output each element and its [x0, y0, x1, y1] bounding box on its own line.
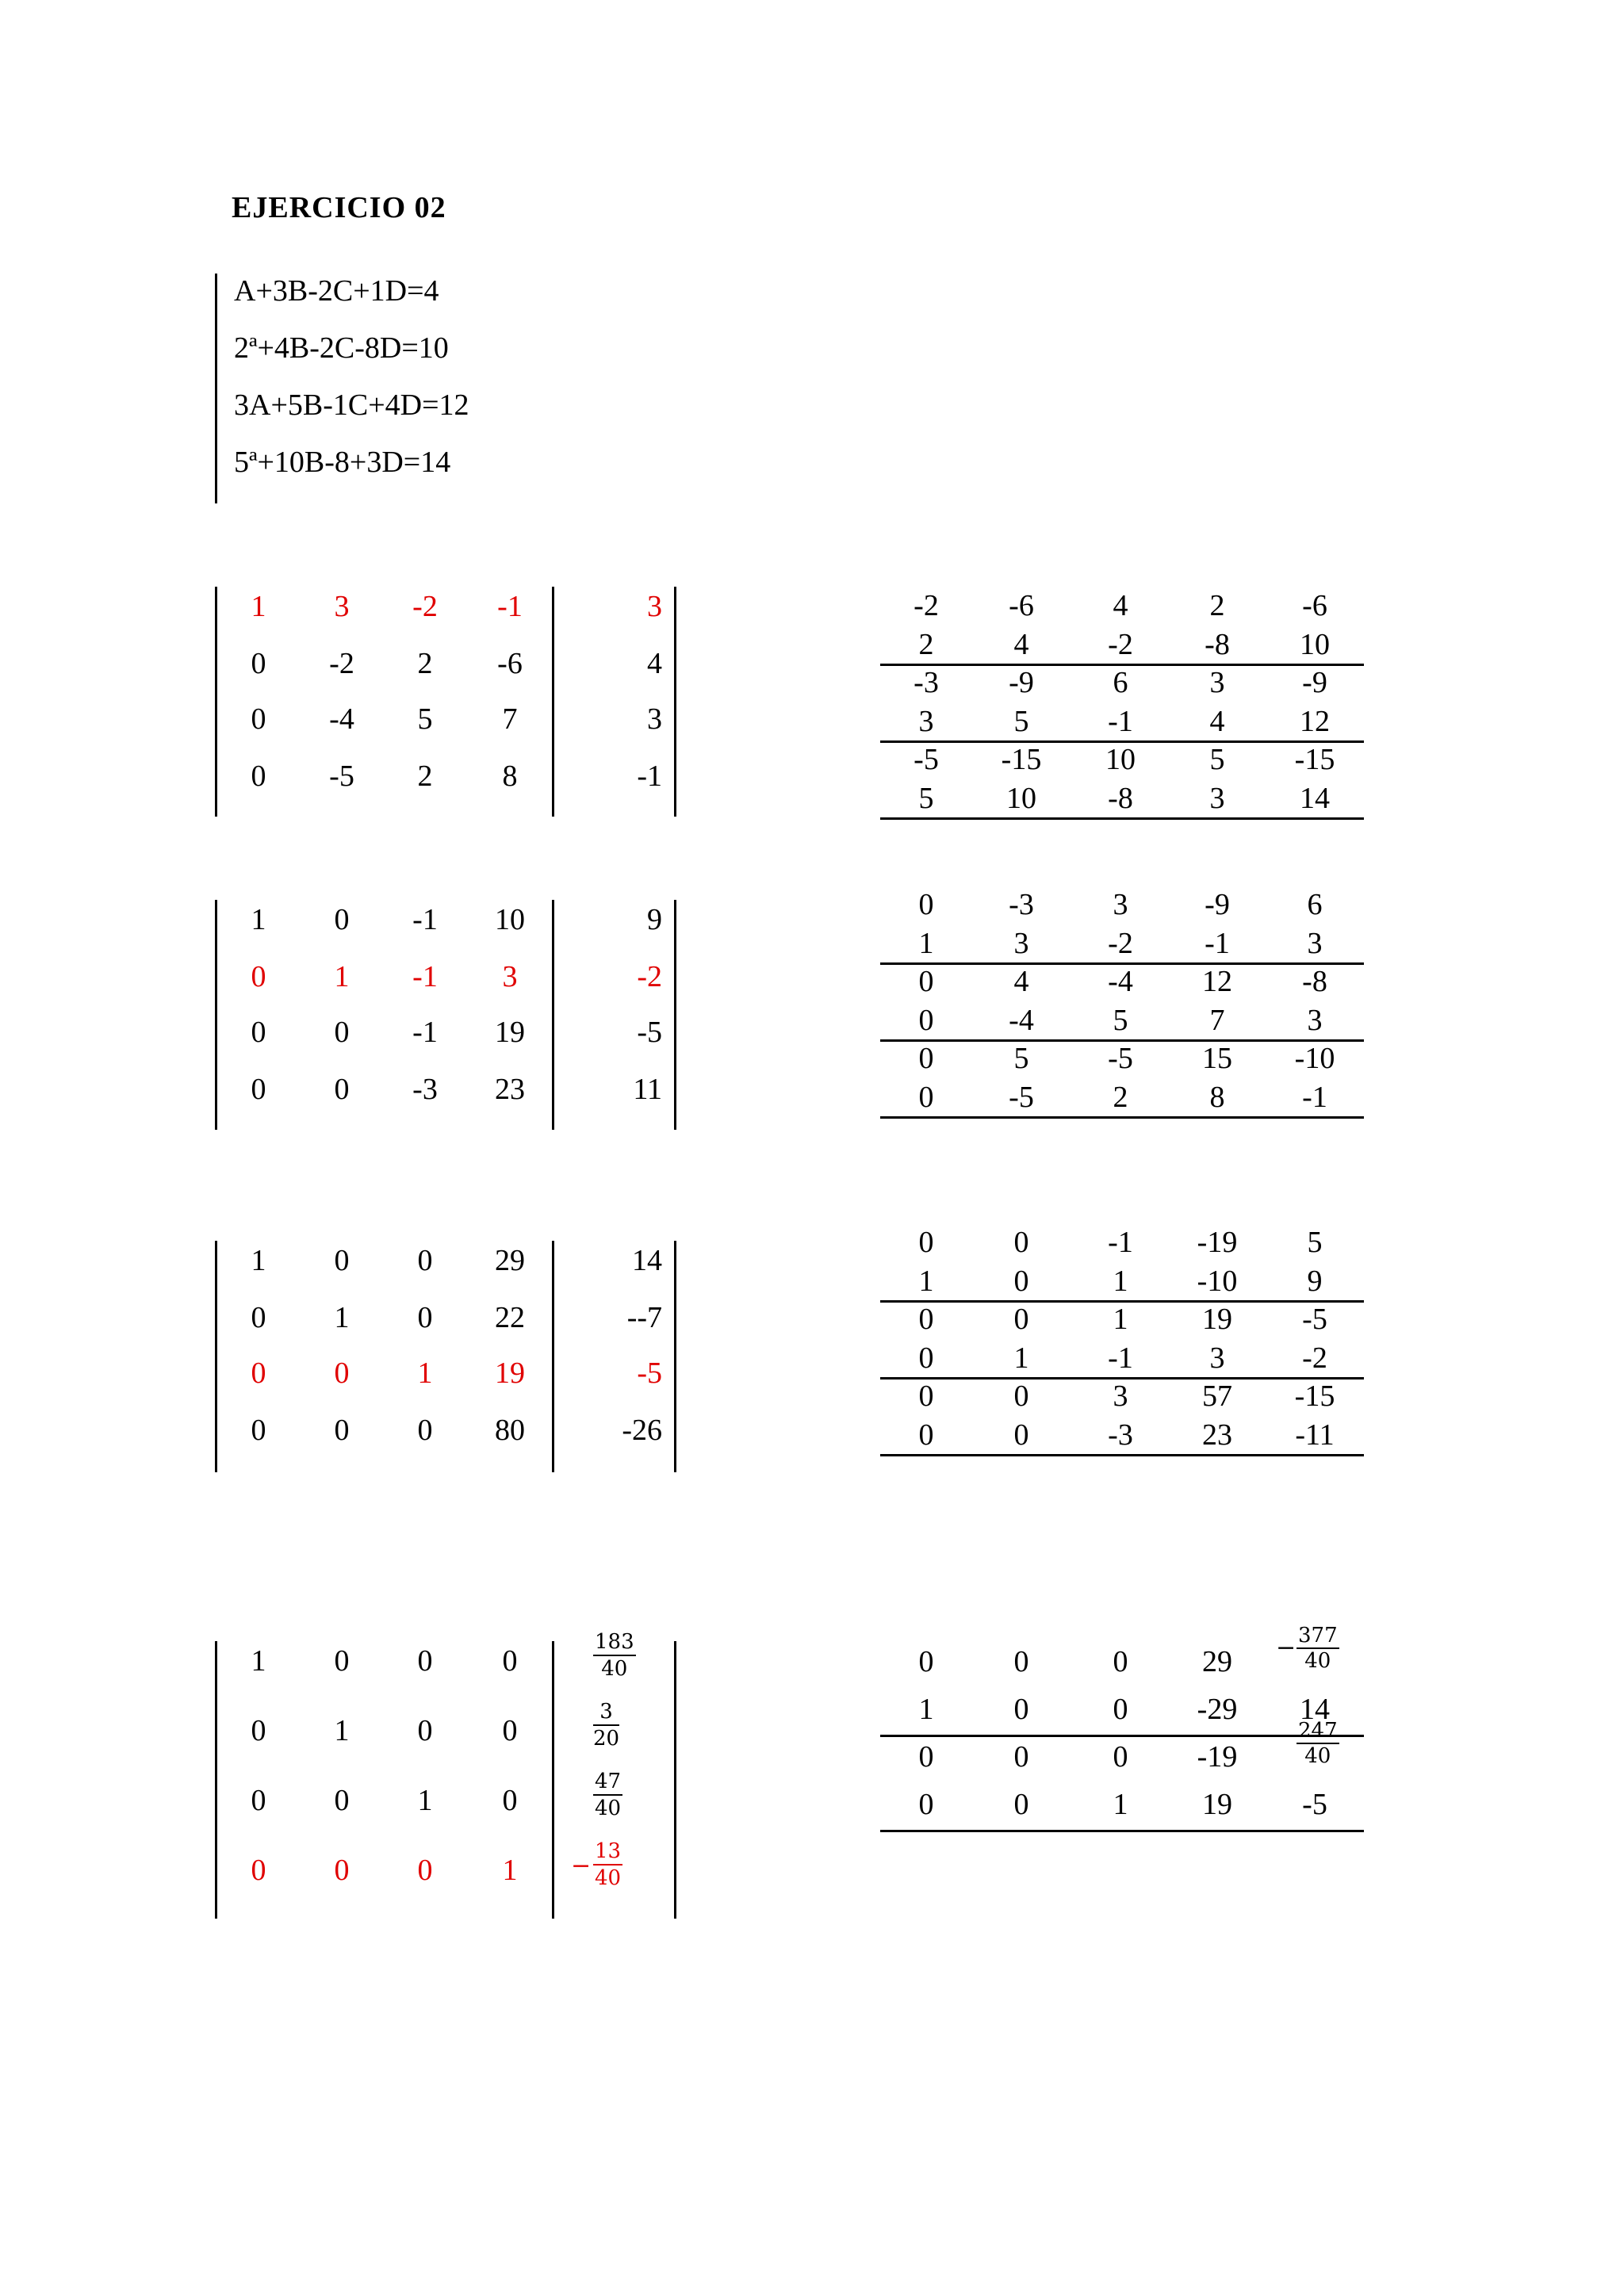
matrix-bracket-line: [674, 1641, 676, 1919]
augmented-matrix-4: [215, 1630, 676, 1919]
operation-cell: 4: [1209, 704, 1225, 738]
equation-2: 2ª+4B-2C-8D=10: [234, 331, 449, 365]
operation-cell: 0: [1013, 1788, 1029, 1821]
matrix-bracket-line: [674, 1241, 676, 1472]
matrix-rhs-value: --7: [626, 1301, 662, 1334]
matrix-bracket-line: [215, 1641, 217, 1919]
operation-cell: 0: [1113, 1645, 1128, 1678]
operation-cell: 4: [1013, 965, 1029, 998]
operation-row: [880, 1339, 1364, 1377]
operation-cell: 3: [1113, 888, 1128, 921]
matrix-cell: -1: [412, 903, 438, 936]
operation-cell: 3: [1113, 1380, 1128, 1413]
operation-cell: -1: [1108, 1226, 1133, 1259]
matrix-cell: 80: [495, 1414, 525, 1447]
operation-divider-line: [880, 1830, 1364, 1832]
matrix-cell: 1: [251, 1244, 266, 1277]
matrix-cell: -4: [329, 702, 354, 736]
matrix-bracket-line: [552, 1641, 554, 1919]
operation-cell: 7: [1209, 1003, 1225, 1037]
operation-cell: -3: [914, 666, 939, 699]
operation-cell: -1: [1108, 704, 1133, 738]
operation-cell: 1: [918, 1264, 934, 1298]
operation-cell: 15: [1202, 1042, 1232, 1075]
operation-cell: -5: [914, 743, 939, 776]
operation-cell: -2: [1302, 1341, 1327, 1375]
operation-cell: 4: [1013, 627, 1029, 661]
operation-cell: 0: [918, 1341, 934, 1375]
operation-cell: -2: [914, 589, 939, 622]
operation-cell: 0: [1013, 1264, 1029, 1298]
operation-cell: -6: [1009, 589, 1034, 622]
matrix-rhs-fraction: [593, 1701, 619, 1749]
fraction-denominator: 40: [1304, 1649, 1331, 1673]
matrix-bracket-line: [215, 587, 217, 817]
matrix-cell: 1: [251, 590, 266, 623]
matrix-cell: -1: [412, 960, 438, 993]
matrix-cell: 0: [334, 1016, 350, 1049]
operation-cell: 6: [1307, 888, 1323, 921]
operation-cell: 0: [1113, 1693, 1128, 1726]
minus-sign: −: [571, 1852, 592, 1880]
operation-cell: 1: [1013, 1341, 1029, 1375]
equation-4: 5ª+10B-8+3D=14: [234, 446, 451, 479]
row-operations-3: [880, 1223, 1364, 1459]
operation-cell: -8: [1205, 627, 1230, 661]
operation-cell: 5: [1013, 1042, 1029, 1075]
operation-fraction: [1297, 1720, 1339, 1766]
operation-cell: 14: [1300, 781, 1330, 815]
matrix-cell: 0: [334, 1357, 350, 1390]
matrix-rhs-value: 3: [647, 702, 662, 736]
operation-row: [880, 886, 1364, 924]
operation-cell: 29: [1202, 1645, 1232, 1678]
fraction-numerator: 13: [593, 1841, 622, 1866]
matrix-cell: 0: [334, 903, 350, 936]
matrix-cell: 3: [334, 590, 350, 623]
operation-cell: -5: [1302, 1788, 1327, 1821]
operation-cell: 3: [918, 704, 934, 738]
operation-cell: 3: [1209, 781, 1225, 815]
matrix-cell: 1: [251, 1644, 266, 1678]
operation-row: [880, 924, 1364, 962]
operation-cell: 3: [1307, 1003, 1323, 1037]
operation-cell: 2: [1209, 589, 1225, 622]
matrix-cell: 0: [502, 1784, 518, 1817]
operation-cell: -9: [1009, 666, 1034, 699]
operation-cell: 19: [1202, 1788, 1232, 1821]
fraction-denominator: 40: [595, 1797, 622, 1820]
operation-row: [880, 1785, 1364, 1823]
operation-cell: 0: [918, 1380, 934, 1413]
matrix-bracket-line: [674, 900, 676, 1130]
matrix-bracket-line: [552, 587, 554, 817]
matrix-cell: -3: [412, 1073, 438, 1106]
matrix-cell: 0: [251, 1784, 266, 1817]
operation-cell: -19: [1197, 1226, 1238, 1259]
matrix-cell: 1: [417, 1784, 433, 1817]
operation-cell: -8: [1108, 781, 1133, 815]
operation-cell: 0: [1013, 1226, 1029, 1259]
operation-cell: -3: [1009, 888, 1034, 921]
matrix-cell: 5: [417, 702, 433, 736]
operation-cell: 23: [1202, 1418, 1232, 1452]
operation-cell: 10: [1105, 743, 1136, 776]
matrix-rhs-fraction: [593, 1771, 622, 1819]
operation-cell: 5: [1113, 1003, 1128, 1037]
fraction-numerator: 183: [593, 1632, 636, 1656]
matrix-cell: 2: [417, 760, 433, 793]
matrix-cell: -6: [497, 647, 523, 680]
operation-cell: -9: [1205, 888, 1230, 921]
operation-cell: 0: [918, 1003, 934, 1037]
operation-cell: 5: [1307, 1226, 1323, 1259]
operation-cell: 9: [1307, 1264, 1323, 1298]
operation-row: [880, 1078, 1364, 1116]
minus-sign: −: [1276, 1634, 1297, 1662]
augmented-matrix-1: [215, 587, 676, 817]
fraction-denominator: 20: [593, 1727, 620, 1751]
operation-divider-line: [880, 817, 1364, 820]
fraction-numerator: 247: [1298, 1719, 1338, 1743]
operation-cell: 6: [1113, 666, 1128, 699]
fraction-denominator: 40: [601, 1657, 628, 1681]
operation-row: [880, 779, 1364, 817]
matrix-cell: 0: [251, 760, 266, 793]
matrix-cell: 0: [334, 1784, 350, 1817]
operation-row: [880, 1690, 1364, 1728]
operation-cell: 3: [1307, 926, 1323, 960]
operation-divider-line: [880, 1116, 1364, 1119]
matrix-rhs-value: -5: [637, 1357, 662, 1390]
operation-cell: -2: [1108, 627, 1133, 661]
matrix-cell: 1: [334, 960, 350, 993]
operation-cell: -2: [1108, 926, 1133, 960]
matrix-cell: 0: [417, 1714, 433, 1747]
matrix-cell: 0: [334, 1244, 350, 1277]
operation-cell: 1: [918, 1693, 934, 1726]
matrix-rhs-value: 11: [633, 1073, 662, 1106]
operation-cell: 0: [1013, 1418, 1029, 1452]
operation-cell: 0: [918, 1226, 934, 1259]
fraction-numerator: 3: [593, 1701, 619, 1726]
operation-cell: -29: [1197, 1693, 1238, 1726]
operation-cell: 3: [1013, 926, 1029, 960]
operation-cell: -10: [1197, 1264, 1238, 1298]
matrix-bracket-line: [674, 587, 676, 817]
matrix-rhs-fraction: [571, 1839, 622, 1890]
matrix-cell: 19: [495, 1357, 525, 1390]
operation-cell: -1: [1108, 1341, 1133, 1375]
matrix-bracket-line: [552, 900, 554, 1130]
operation-cell: 0: [918, 1080, 934, 1114]
operation-cell: 0: [1013, 1693, 1029, 1726]
matrix-cell: 1: [251, 903, 266, 936]
operation-row: [880, 1001, 1364, 1039]
row-operations-1: [880, 587, 1364, 822]
operation-cell: 3: [1209, 666, 1225, 699]
operation-cell: 1: [1113, 1264, 1128, 1298]
fraction-denominator: 40: [1304, 1744, 1331, 1768]
operation-cell: -9: [1302, 666, 1327, 699]
operation-cell: 0: [918, 1418, 934, 1452]
operation-cell: -1: [1302, 1080, 1327, 1114]
matrix-cell: 22: [495, 1301, 525, 1334]
matrix-cell: 19: [495, 1016, 525, 1049]
operation-cell: -3: [1108, 1418, 1133, 1452]
operation-cell: 5: [1209, 743, 1225, 776]
operation-row: [880, 1377, 1364, 1415]
matrix-bracket-line: [215, 900, 217, 1130]
matrix-cell: 1: [417, 1357, 433, 1390]
operation-row: [880, 664, 1364, 702]
exercise-title: EJERCICIO 02: [232, 191, 446, 224]
operation-cell: 0: [918, 1645, 934, 1678]
operation-cell: 1: [1113, 1788, 1128, 1821]
operation-cell: 0: [1013, 1303, 1029, 1336]
matrix-rhs-value: 3: [647, 590, 662, 623]
operation-cell: 4: [1113, 589, 1128, 622]
matrix-cell: 0: [417, 1301, 433, 1334]
operation-cell: -19: [1197, 1740, 1238, 1774]
matrix-cell: 0: [417, 1644, 433, 1678]
operation-cell: 14: [1300, 1693, 1330, 1726]
matrix-cell: 8: [502, 760, 518, 793]
operation-cell: -10: [1294, 1042, 1335, 1075]
operation-cell: 1: [1113, 1303, 1128, 1336]
matrix-cell: 0: [251, 1016, 266, 1049]
matrix-cell: 0: [334, 1644, 350, 1678]
operation-cell: 0: [918, 965, 934, 998]
operation-cell: 2: [1113, 1080, 1128, 1114]
matrix-cell: 0: [251, 647, 266, 680]
matrix-rhs-value: -2: [637, 960, 662, 993]
fraction-numerator: 47: [593, 1771, 622, 1796]
operation-cell: 0: [918, 1042, 934, 1075]
equation-system: [215, 274, 503, 503]
equation-3: 3A+5B-1C+4D=12: [234, 388, 469, 422]
fraction-numerator: 377: [1298, 1624, 1338, 1647]
matrix-cell: 0: [334, 1414, 350, 1447]
operation-divider-line: [880, 1454, 1364, 1456]
matrix-cell: 0: [251, 1301, 266, 1334]
operation-cell: 0: [1013, 1380, 1029, 1413]
row-operations-2: [880, 886, 1364, 1121]
operation-cell: 1: [918, 926, 934, 960]
matrix-cell: 2: [417, 647, 433, 680]
equation-1: A+3B-2C+1D=4: [234, 274, 439, 308]
operation-cell: -1: [1205, 926, 1230, 960]
matrix-cell: 1: [334, 1301, 350, 1334]
operation-row: [880, 1039, 1364, 1077]
row-operations-4: [880, 1624, 1364, 1833]
operation-cell: 0: [1113, 1740, 1128, 1774]
matrix-bracket-line: [215, 1241, 217, 1472]
operation-cell: 10: [1006, 781, 1036, 815]
operation-cell: 0: [1013, 1645, 1029, 1678]
matrix-rhs-value: 4: [647, 647, 662, 680]
operation-row: [880, 1262, 1364, 1300]
operation-cell: 12: [1300, 704, 1330, 738]
operation-cell: 3: [1209, 1341, 1225, 1375]
matrix-rhs-value: 14: [632, 1244, 662, 1277]
matrix-cell: 0: [417, 1414, 433, 1447]
operation-row: [880, 626, 1364, 664]
operation-cell: 57: [1202, 1380, 1232, 1413]
matrix-cell: 0: [251, 1073, 266, 1106]
matrix-cell: 23: [495, 1073, 525, 1106]
operation-cell: 2: [918, 627, 934, 661]
operation-row: [880, 702, 1364, 740]
operation-cell: -4: [1108, 965, 1133, 998]
operation-row: [880, 1416, 1364, 1454]
operation-cell: 0: [918, 1740, 934, 1774]
matrix-cell: -1: [497, 590, 523, 623]
matrix-rhs-value: -5: [637, 1016, 662, 1049]
matrix-cell: 10: [495, 903, 525, 936]
matrix-cell: -5: [329, 760, 354, 793]
matrix-cell: 0: [502, 1644, 518, 1678]
operation-cell: -11: [1295, 1418, 1335, 1452]
operation-row: [880, 587, 1364, 625]
operation-cell: 0: [918, 1303, 934, 1336]
matrix-cell: 0: [417, 1244, 433, 1277]
matrix-rhs-value: 9: [647, 903, 662, 936]
operation-cell: -5: [1009, 1080, 1034, 1114]
matrix-cell: 0: [417, 1854, 433, 1887]
matrix-rhs-value: -1: [637, 760, 662, 793]
matrix-rhs-value: -26: [622, 1414, 662, 1447]
operation-fraction: [1276, 1624, 1339, 1673]
matrix-cell: 0: [502, 1714, 518, 1747]
matrix-cell: 1: [334, 1714, 350, 1747]
matrix-cell: -1: [412, 1016, 438, 1049]
augmented-matrix-3: [215, 1241, 676, 1472]
operation-row: [880, 962, 1364, 1001]
operation-divider-line: [880, 1735, 1364, 1737]
operation-cell: 19: [1202, 1303, 1232, 1336]
matrix-cell: 1: [502, 1854, 518, 1887]
matrix-cell: 0: [251, 1854, 266, 1887]
operation-cell: 8: [1209, 1080, 1225, 1114]
operation-cell: -6: [1302, 589, 1327, 622]
operation-cell: 5: [918, 781, 934, 815]
operation-row: [880, 1223, 1364, 1261]
matrix-cell: 0: [334, 1854, 350, 1887]
matrix-cell: 7: [502, 702, 518, 736]
matrix-cell: 3: [502, 960, 518, 993]
operation-cell: -5: [1302, 1303, 1327, 1336]
operation-cell: 5: [1013, 704, 1029, 738]
matrix-cell: 0: [251, 1714, 266, 1747]
operation-cell: 0: [1013, 1740, 1029, 1774]
matrix-cell: -2: [329, 647, 354, 680]
matrix-cell: 0: [251, 1414, 266, 1447]
matrix-cell: 0: [334, 1073, 350, 1106]
operation-cell: -8: [1302, 965, 1327, 998]
operation-cell: 12: [1202, 965, 1232, 998]
operation-cell: 0: [918, 1788, 934, 1821]
operation-row: [880, 740, 1364, 779]
augmented-matrix-2: [215, 900, 676, 1130]
operation-cell: -15: [1001, 743, 1042, 776]
operation-cell: -4: [1009, 1003, 1034, 1037]
matrix-cell: 29: [495, 1244, 525, 1277]
matrix-cell: -2: [412, 590, 438, 623]
operation-cell: -5: [1108, 1042, 1133, 1075]
matrix-cell: 0: [251, 960, 266, 993]
operation-cell: -15: [1294, 1380, 1335, 1413]
matrix-cell: 0: [251, 702, 266, 736]
operation-cell: -15: [1294, 743, 1335, 776]
matrix-bracket-line: [552, 1241, 554, 1472]
matrix-cell: 0: [251, 1357, 266, 1390]
fraction-denominator: 40: [595, 1866, 622, 1890]
operation-row: [880, 1738, 1364, 1776]
operation-cell: 0: [918, 888, 934, 921]
matrix-rhs-fraction: [593, 1632, 636, 1679]
operation-cell: 10: [1300, 627, 1330, 661]
operation-row: [880, 1300, 1364, 1338]
